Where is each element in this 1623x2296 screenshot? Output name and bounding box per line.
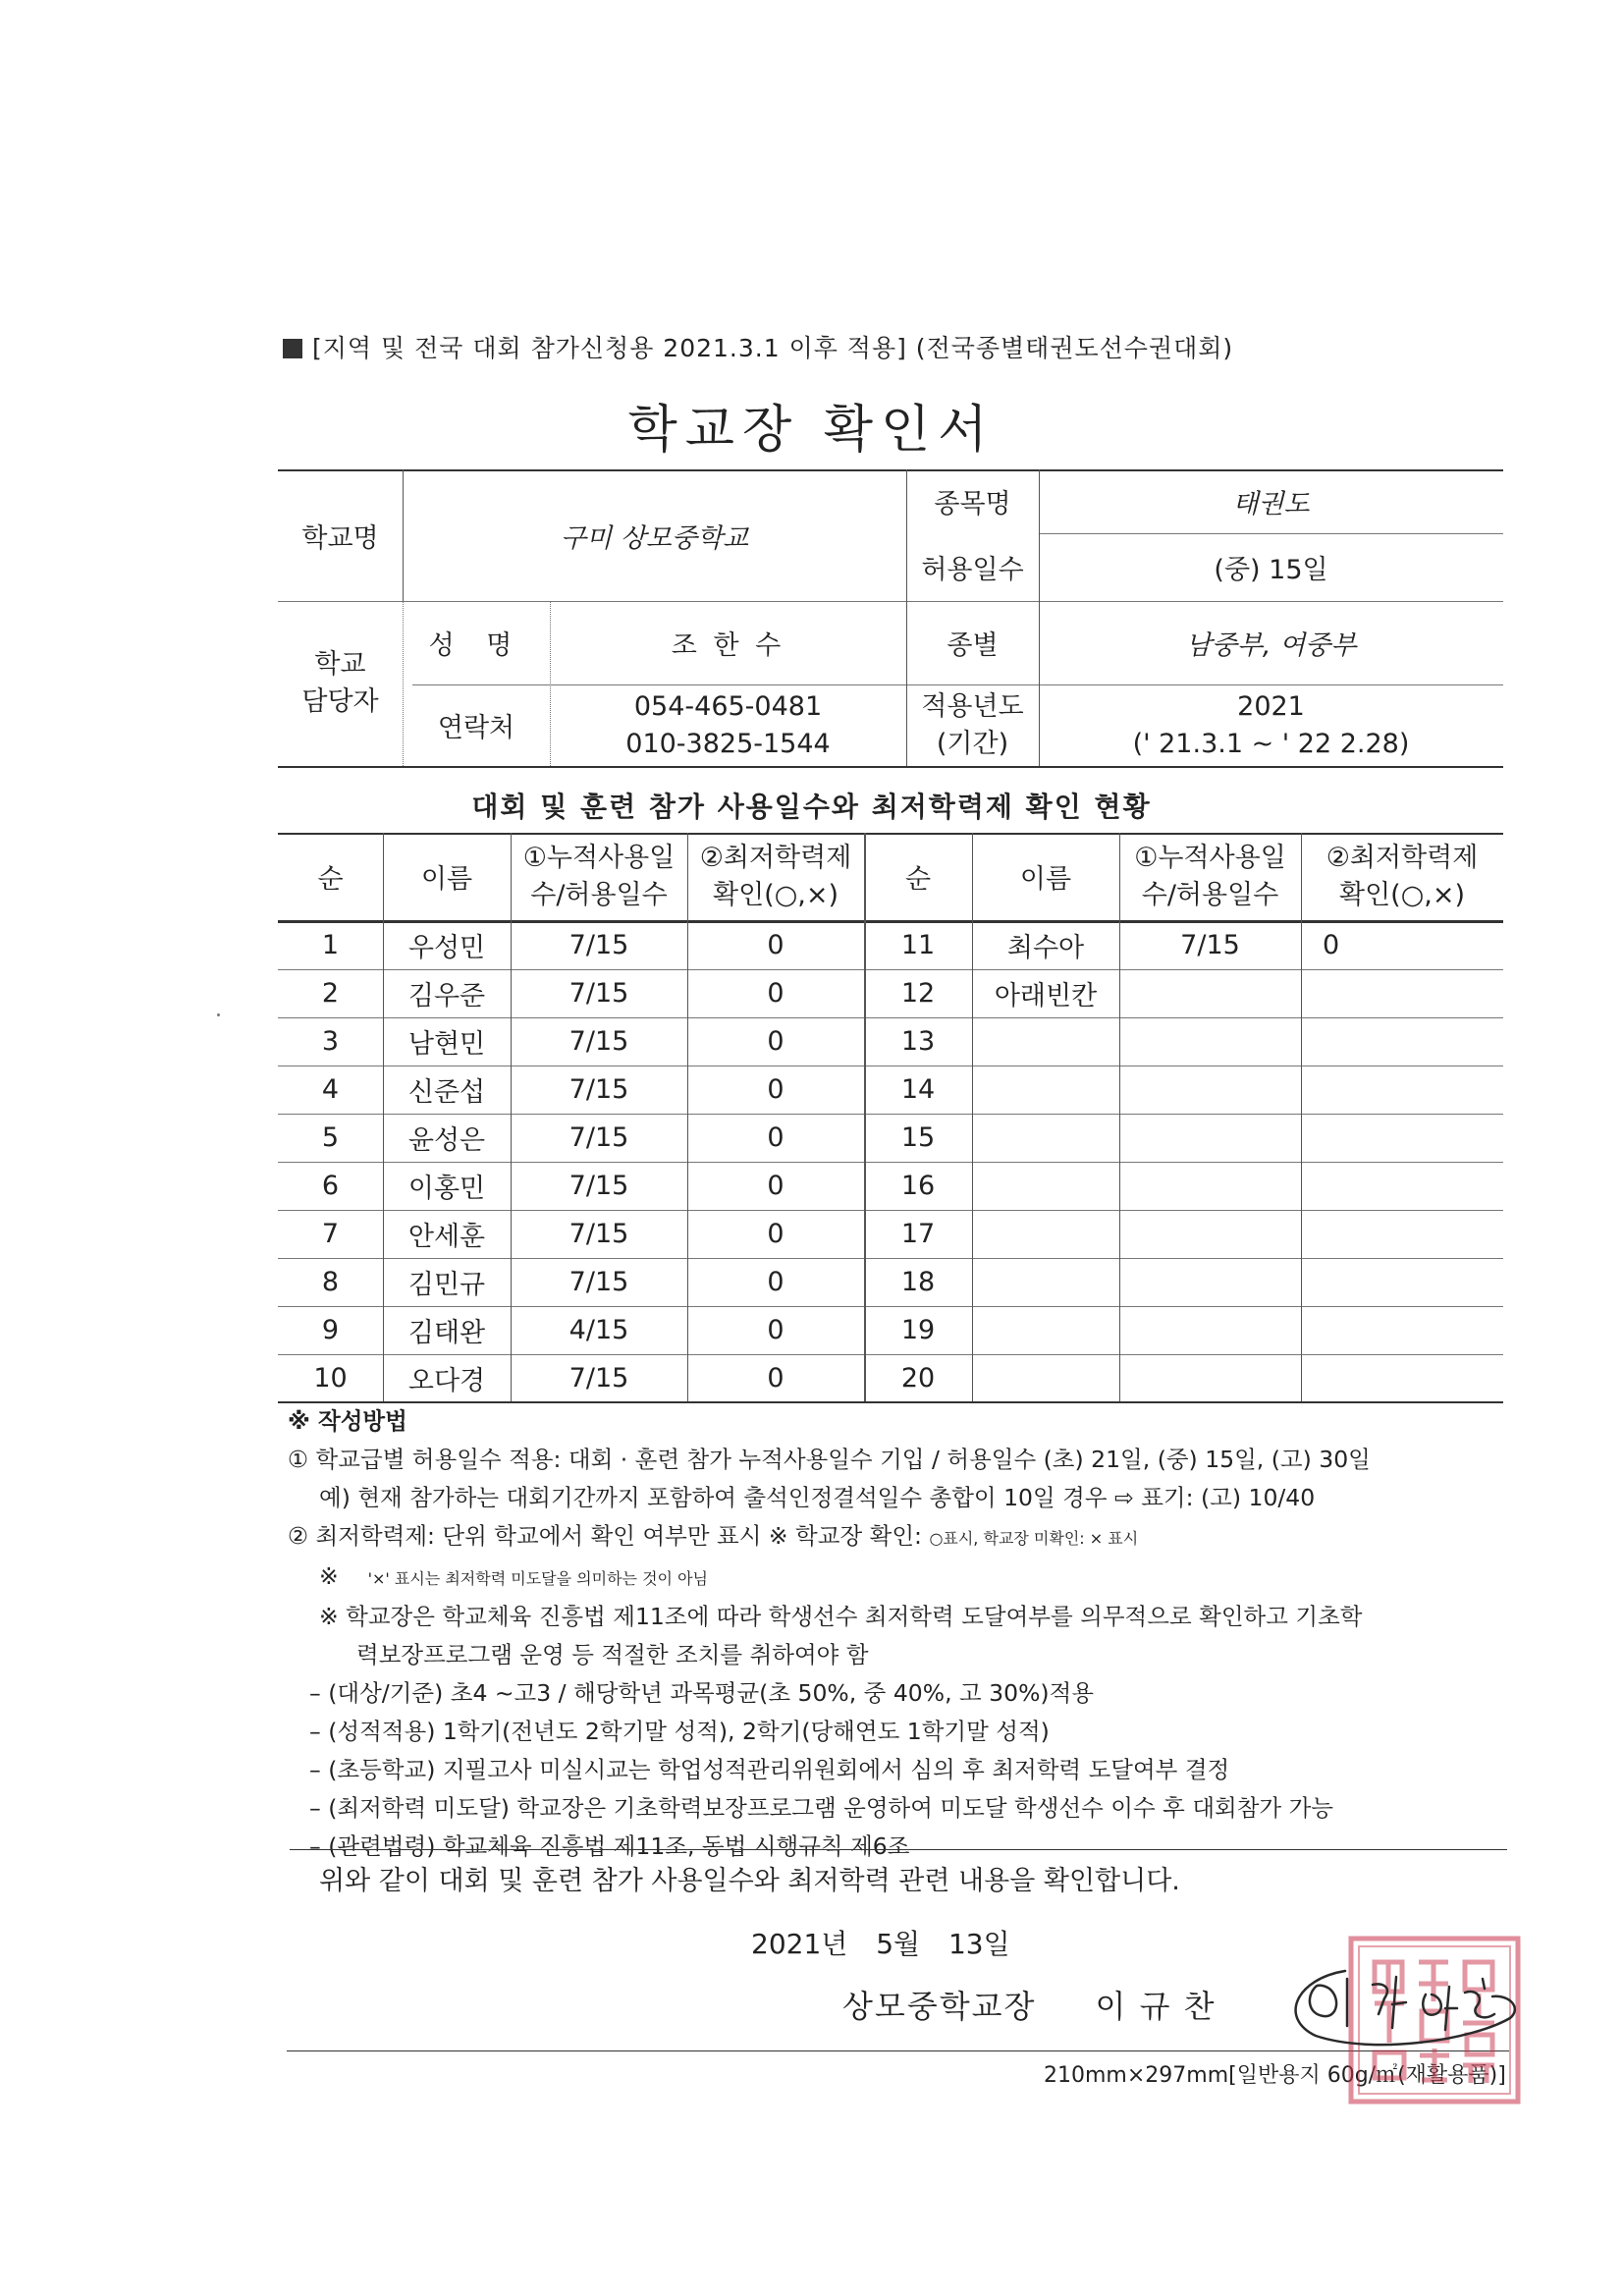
note-line — [288, 1558, 1525, 1598]
note-line: – (초등학교) 지필고사 미실시교는 학업성적관리위원회에서 심의 후 최저학력 도달여부 결정 — [309, 1756, 1230, 1783]
cell-no: 14 — [900, 1074, 936, 1105]
cell-no: 11 — [900, 930, 936, 960]
event-label: 종목명 — [934, 489, 1011, 519]
cell-check: 0 — [1323, 930, 1340, 960]
cell-check: 0 — [767, 1219, 784, 1249]
cell-days — [1119, 969, 1301, 1017]
header-days — [1119, 833, 1301, 920]
header-days-line: 수/허용일수 — [530, 879, 668, 910]
cell-days — [1119, 1258, 1301, 1306]
cell-days: 4/15 — [568, 1315, 629, 1345]
cell-check: 0 — [767, 1315, 784, 1345]
paper-spec: 210mm×297mm[일반용지 60g/㎡(재활용품)] — [1044, 2063, 1506, 2088]
manager-label-line: 학교 — [314, 649, 366, 681]
cell-days: 7/15 — [568, 1267, 629, 1297]
cell-name — [972, 1162, 1119, 1210]
note-line — [288, 1517, 1525, 1558]
cell-check — [1301, 1306, 1503, 1354]
note-line: ※ 학교장은 학교체육 진흥법 제11조에 따라 학생선수 최저학력 도달여부를 의무적으로 확인하고 기초학 — [319, 1603, 1363, 1630]
header-days-line: ①누적사용일 — [522, 842, 676, 873]
cell-check: 0 — [767, 1363, 784, 1394]
cell-no: 6 — [321, 1171, 340, 1201]
header-no: 순 — [904, 864, 932, 895]
cell-check — [1301, 1162, 1503, 1210]
cell-name: 신준섭 — [407, 1077, 486, 1108]
cell-name — [972, 1114, 1119, 1162]
allowed-days-label: 허용일수 — [921, 555, 1024, 585]
cell-check — [1301, 1066, 1503, 1114]
header-days — [511, 833, 687, 920]
cell-check: 0 — [767, 1074, 784, 1105]
document-date: 2021년 5월 13일 — [751, 1928, 1010, 1960]
note-line: 예) 현재 참가하는 대회기간까지 포함하여 출석인정결석일수 총합이 10일 경우 ⇨ 표기: (고) 10/40 — [319, 1484, 1316, 1511]
contact-phone: 054-465-0481 — [633, 690, 823, 722]
cell-days — [1119, 1306, 1301, 1354]
cell-name — [972, 1258, 1119, 1306]
note-line: – (성적적용) 1학기(전년도 2학기말 성적), 2학기(당해연도 1학기말 성적) — [309, 1718, 1050, 1745]
signer-name: 이 규 찬 — [1095, 1988, 1217, 2025]
cell-name — [972, 1210, 1119, 1258]
year-value-line: 2021 — [1237, 690, 1305, 722]
cell-name: 남현민 — [407, 1029, 486, 1060]
year-label-line: (기간) — [936, 728, 1009, 759]
cell-check — [1301, 1258, 1503, 1306]
note-line: – (최저학력 미도달) 학교장은 기초학력보장프로그램 운영하여 미도달 학생선수 이수 후 대회참가 가능 — [309, 1794, 1333, 1822]
cell-no: 5 — [321, 1122, 340, 1153]
cell-no: 4 — [321, 1074, 340, 1105]
cell-days: 7/15 — [568, 1219, 629, 1249]
cell-days — [1119, 1210, 1301, 1258]
cell-check: 0 — [767, 978, 784, 1009]
cell-name: 안세훈 — [407, 1222, 486, 1252]
cell-days: 7/15 — [568, 930, 629, 960]
cell-check: 0 — [767, 1026, 784, 1057]
manager-label-line: 담당자 — [301, 686, 379, 717]
cell-no: 9 — [321, 1315, 340, 1345]
cell-check: 0 — [767, 1122, 784, 1153]
event-value: 태권도 — [1232, 489, 1310, 519]
cell-name — [972, 1017, 1119, 1066]
cell-no: 18 — [900, 1267, 936, 1297]
cell-days: 7/15 — [1180, 930, 1240, 960]
name-label: 성 명 — [428, 630, 524, 661]
cell-check — [1301, 969, 1503, 1017]
year-value-line: (' 21.3.1 ~ ' 22 2.28) — [1132, 728, 1410, 759]
header-check-line: ②최저학력제 — [699, 842, 852, 873]
school-label: 학교명 — [301, 522, 379, 554]
cell-check — [1301, 1114, 1503, 1162]
cell-no: 20 — [900, 1363, 936, 1394]
cell-no: 17 — [900, 1219, 936, 1249]
cell-name: 김우준 — [407, 981, 486, 1011]
cell-check — [1301, 1210, 1503, 1258]
note-mark: ※ — [319, 1562, 339, 1590]
cell-days: 7/15 — [568, 978, 629, 1009]
year-label-line: 적용년도 — [921, 690, 1024, 722]
section-subtitle: 대회 및 훈련 참가 사용일수와 최저학력제 확인 현황 — [471, 791, 1152, 823]
cell-no: 8 — [321, 1267, 340, 1297]
cell-days: 7/15 — [568, 1171, 629, 1201]
category-value: 남중부, 여중부 — [1185, 630, 1357, 661]
cell-name: 아래빈칸 — [994, 981, 1098, 1011]
header-name: 이름 — [420, 864, 473, 895]
cell-name: 윤성은 — [407, 1125, 486, 1156]
cell-no: 3 — [321, 1026, 340, 1057]
footer-rule — [287, 2050, 1509, 2051]
instructions — [288, 1402, 1525, 1866]
cell-days: 7/15 — [568, 1122, 629, 1153]
handwritten-signature — [1276, 1949, 1522, 2048]
header-check-line: 확인(○,×) — [1339, 879, 1465, 910]
allowed-days-value: (중) 15일 — [1214, 555, 1328, 585]
cell-days — [1119, 1066, 1301, 1114]
school-value: 구미 상모중학교 — [560, 522, 749, 554]
cell-no: 19 — [900, 1315, 936, 1345]
cell-no: 16 — [900, 1171, 936, 1201]
cell-no: 1 — [321, 930, 340, 960]
note-line: ① 학교급별 허용일수 적용: 대회 · 훈련 참가 누적사용일수 기입 / 허용일수 (초) 21일, (중) 15일, (고) 30일 — [288, 1446, 1371, 1473]
cell-name — [972, 1066, 1119, 1114]
cell-no: 2 — [321, 978, 340, 1009]
cell-days — [1119, 1017, 1301, 1066]
name-value: 조 한 수 — [671, 630, 785, 661]
note-small-text: ○표시, 학교장 미확인: × 표시 — [929, 1529, 1139, 1548]
contact-value — [550, 684, 906, 766]
header-check — [1301, 833, 1503, 920]
note-small-text: '×' 표시는 최저학력 미도달을 의미하는 것이 아님 — [367, 1569, 708, 1588]
note-line: 력보장프로그램 운영 등 적절한 조치를 취하여야 함 — [356, 1641, 869, 1668]
header-no: 순 — [317, 864, 344, 895]
header-days-line: 수/허용일수 — [1141, 879, 1279, 910]
contact-label: 연락처 — [437, 713, 515, 743]
cell-days: 7/15 — [568, 1074, 629, 1105]
cell-days: 7/15 — [568, 1026, 629, 1057]
year-label — [906, 684, 1039, 766]
cell-name — [972, 1354, 1119, 1402]
cell-check: 0 — [767, 930, 784, 960]
notes-bottom-border — [290, 1849, 1507, 1850]
year-value — [1039, 684, 1503, 766]
cell-name: 이홍민 — [407, 1174, 486, 1204]
notes-heading: ※ 작성방법 — [288, 1407, 407, 1435]
note-line: – (대상/기준) 초4 ~고3 / 해당학년 과목평균(초 50%, 중 40%, 고 30%)적용 — [309, 1679, 1094, 1707]
category-label: 종별 — [947, 630, 999, 661]
header-check-line: ②최저학력제 — [1325, 842, 1479, 873]
cell-no: 15 — [900, 1122, 936, 1153]
cell-check — [1301, 1354, 1503, 1402]
scan-speck — [217, 1013, 220, 1016]
cell-name: 김민규 — [407, 1270, 486, 1300]
signer-school: 상모중학교장 — [842, 1988, 1037, 2025]
cell-no: 13 — [900, 1026, 936, 1057]
cell-days — [1119, 1114, 1301, 1162]
header-text: [지역 및 전국 대회 참가신청용 2021.3.1 이후 적용] (전국종별태권도선수권대회) — [312, 334, 1234, 362]
info-bottom-border — [278, 766, 1503, 768]
black-square-icon — [283, 339, 302, 358]
cell-name: 최수아 — [1006, 933, 1085, 963]
cell-no: 12 — [900, 978, 936, 1009]
note-line: – (관련법령) 학교체육 진흥법 제11조, 동법 시행규칙 제6조 — [309, 1832, 910, 1860]
cell-check — [1301, 1017, 1503, 1066]
cell-days — [1119, 1162, 1301, 1210]
header-check-line: 확인(○,×) — [713, 879, 839, 910]
document-header — [283, 329, 1233, 364]
cell-days: 7/15 — [568, 1363, 629, 1394]
cell-name: 우성민 — [407, 933, 486, 963]
contact-phone: 010-3825-1544 — [625, 728, 831, 759]
page-title: 학교장 확인서 — [627, 401, 996, 460]
cell-days — [1119, 1354, 1301, 1402]
manager-label — [278, 601, 403, 766]
cell-name — [972, 1306, 1119, 1354]
header-days-line: ①누적사용일 — [1134, 842, 1286, 873]
cell-no: 10 — [313, 1363, 348, 1394]
signer-block — [842, 1982, 1275, 2027]
header-name: 이름 — [1019, 864, 1072, 895]
note-text: ② 최저학력제: 단위 학교에서 확인 여부만 표시 ※ 학교장 확인: — [288, 1522, 922, 1550]
cell-no: 7 — [321, 1219, 340, 1249]
cell-check: 0 — [767, 1171, 784, 1201]
cell-name: 김태완 — [407, 1318, 486, 1348]
header-check — [687, 833, 864, 920]
cell-name: 오다경 — [407, 1366, 486, 1396]
confirmation-text: 위와 같이 대회 및 훈련 참가 사용일수와 최저학력 관련 내용을 확인합니다. — [319, 1866, 1180, 1896]
cell-check: 0 — [767, 1267, 784, 1297]
